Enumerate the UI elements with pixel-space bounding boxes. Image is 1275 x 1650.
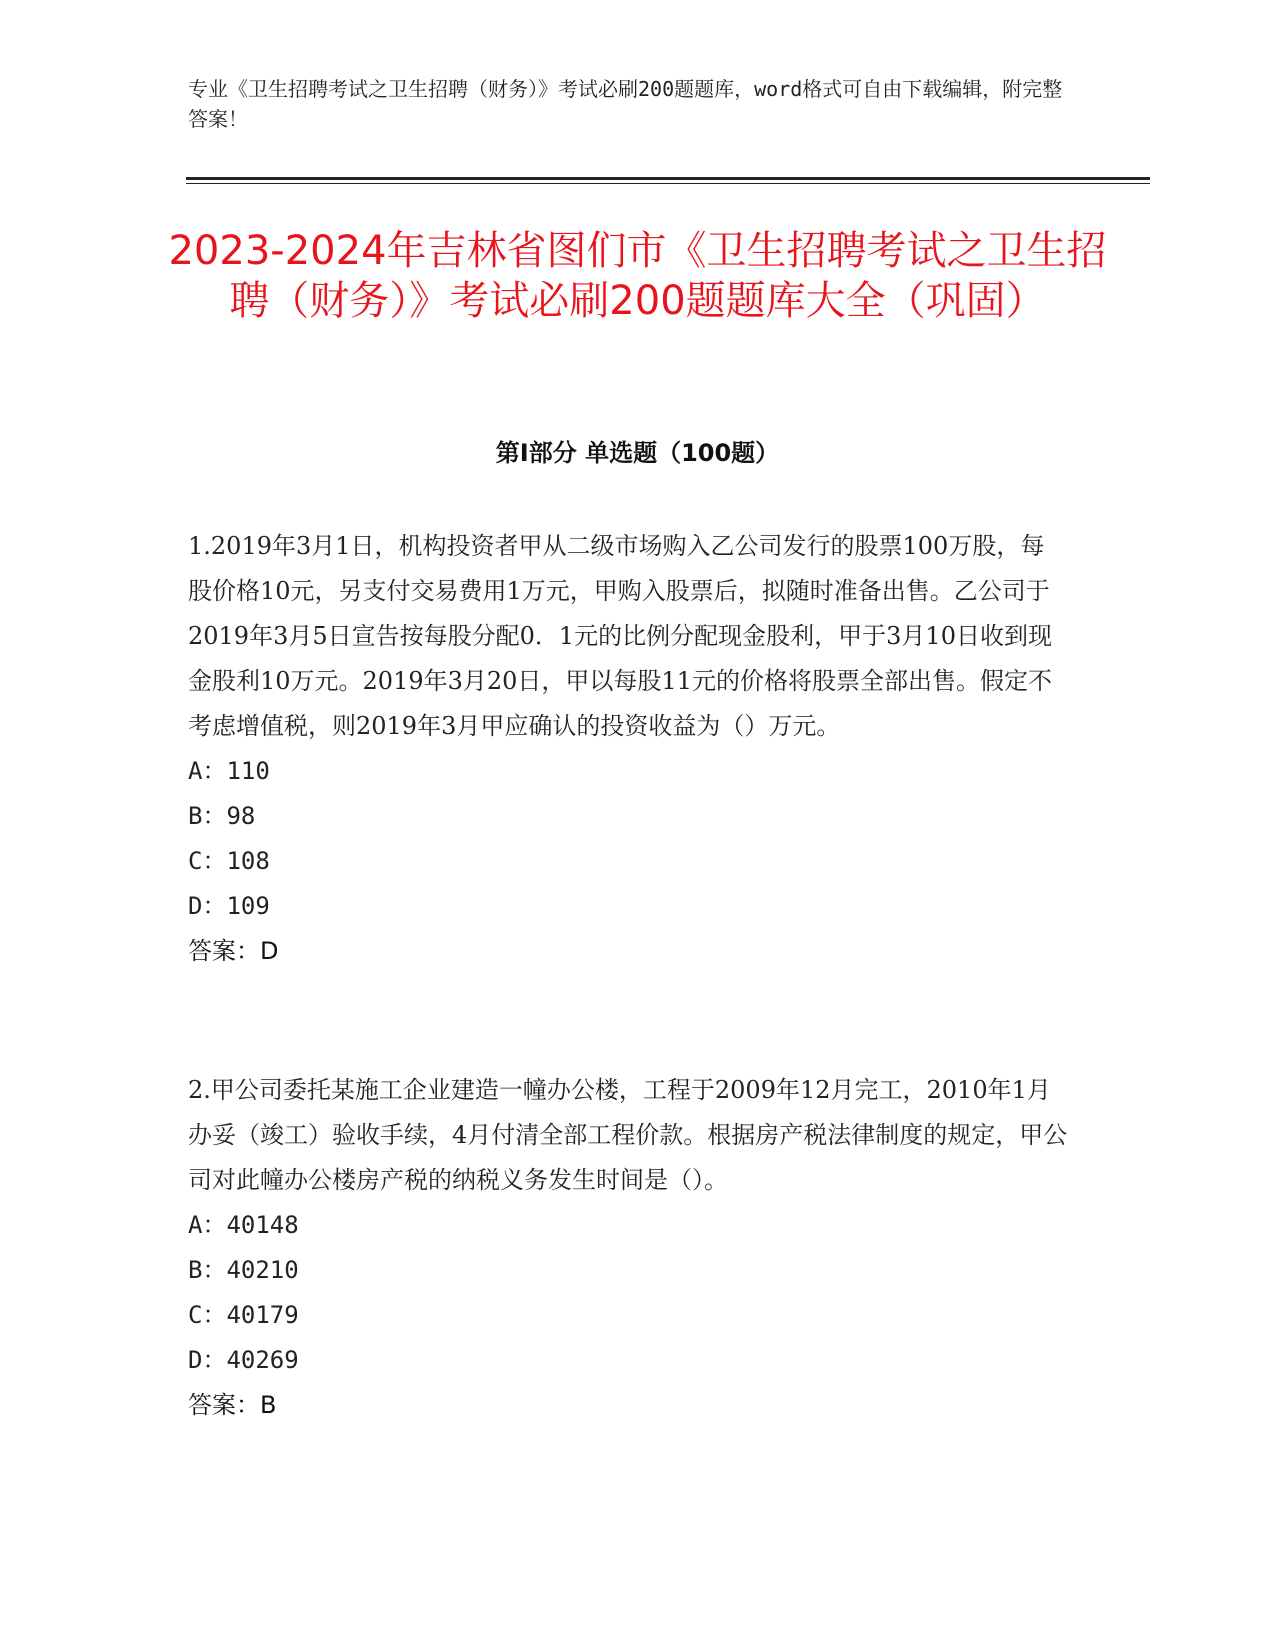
document-title: 2023-2024年吉林省图们市《卫生招聘考试之卫生招聘（财务）》考试必刷200题题库大全（巩固） [168,228,1107,324]
header-note: 专业《卫生招聘考试之卫生招聘（财务）》考试必刷200题题库，word格式可自由下载编辑，附完整答案！ [188,77,1063,131]
option-a: A：40148 [188,1211,299,1239]
option-d: D：40269 [188,1346,299,1374]
option-a: A：110 [188,757,270,785]
option-c: C：108 [188,847,270,875]
section-heading: 第Ⅰ部分 单选题（100题） [495,439,780,467]
option-c: C：40179 [188,1301,299,1329]
answer: 答案：D [188,937,279,965]
answer: 答案：B [188,1391,277,1419]
header-divider-thin [186,183,1150,184]
option-b: B：98 [188,802,256,830]
question-2 [188,1068,1068,1428]
question-text: 1.2019年3月1日，机构投资者甲从二级市场购入乙公司发行的股票100万股，每股价格10元，另支付交易费用1万元，甲购入股票后，拟随时准备出售。乙公司于2019年3月5日宣告按每股分配0．1元的比例分配现金股利，甲于3月10日收到现金股利10万元。2019年3月20日，甲以每股11元的价格将股票全部出售。假定不考虑增值税，则2019年3月甲应确认的投资收益为（）万元。 [188,532,1052,740]
option-b: B：40210 [188,1256,299,1284]
header-divider-thick [186,177,1150,180]
question-text: 2.甲公司委托某施工企业建造一幢办公楼，工程于2009年12月完工，2010年1月办妥（竣工）验收手续，4月付清全部工程价款。根据房产税法律制度的规定，甲公司对此幢办公楼房产税的纳税义务发生时间是（）。 [188,1076,1068,1194]
question-1 [188,524,1068,974]
option-d: D：109 [188,892,270,920]
